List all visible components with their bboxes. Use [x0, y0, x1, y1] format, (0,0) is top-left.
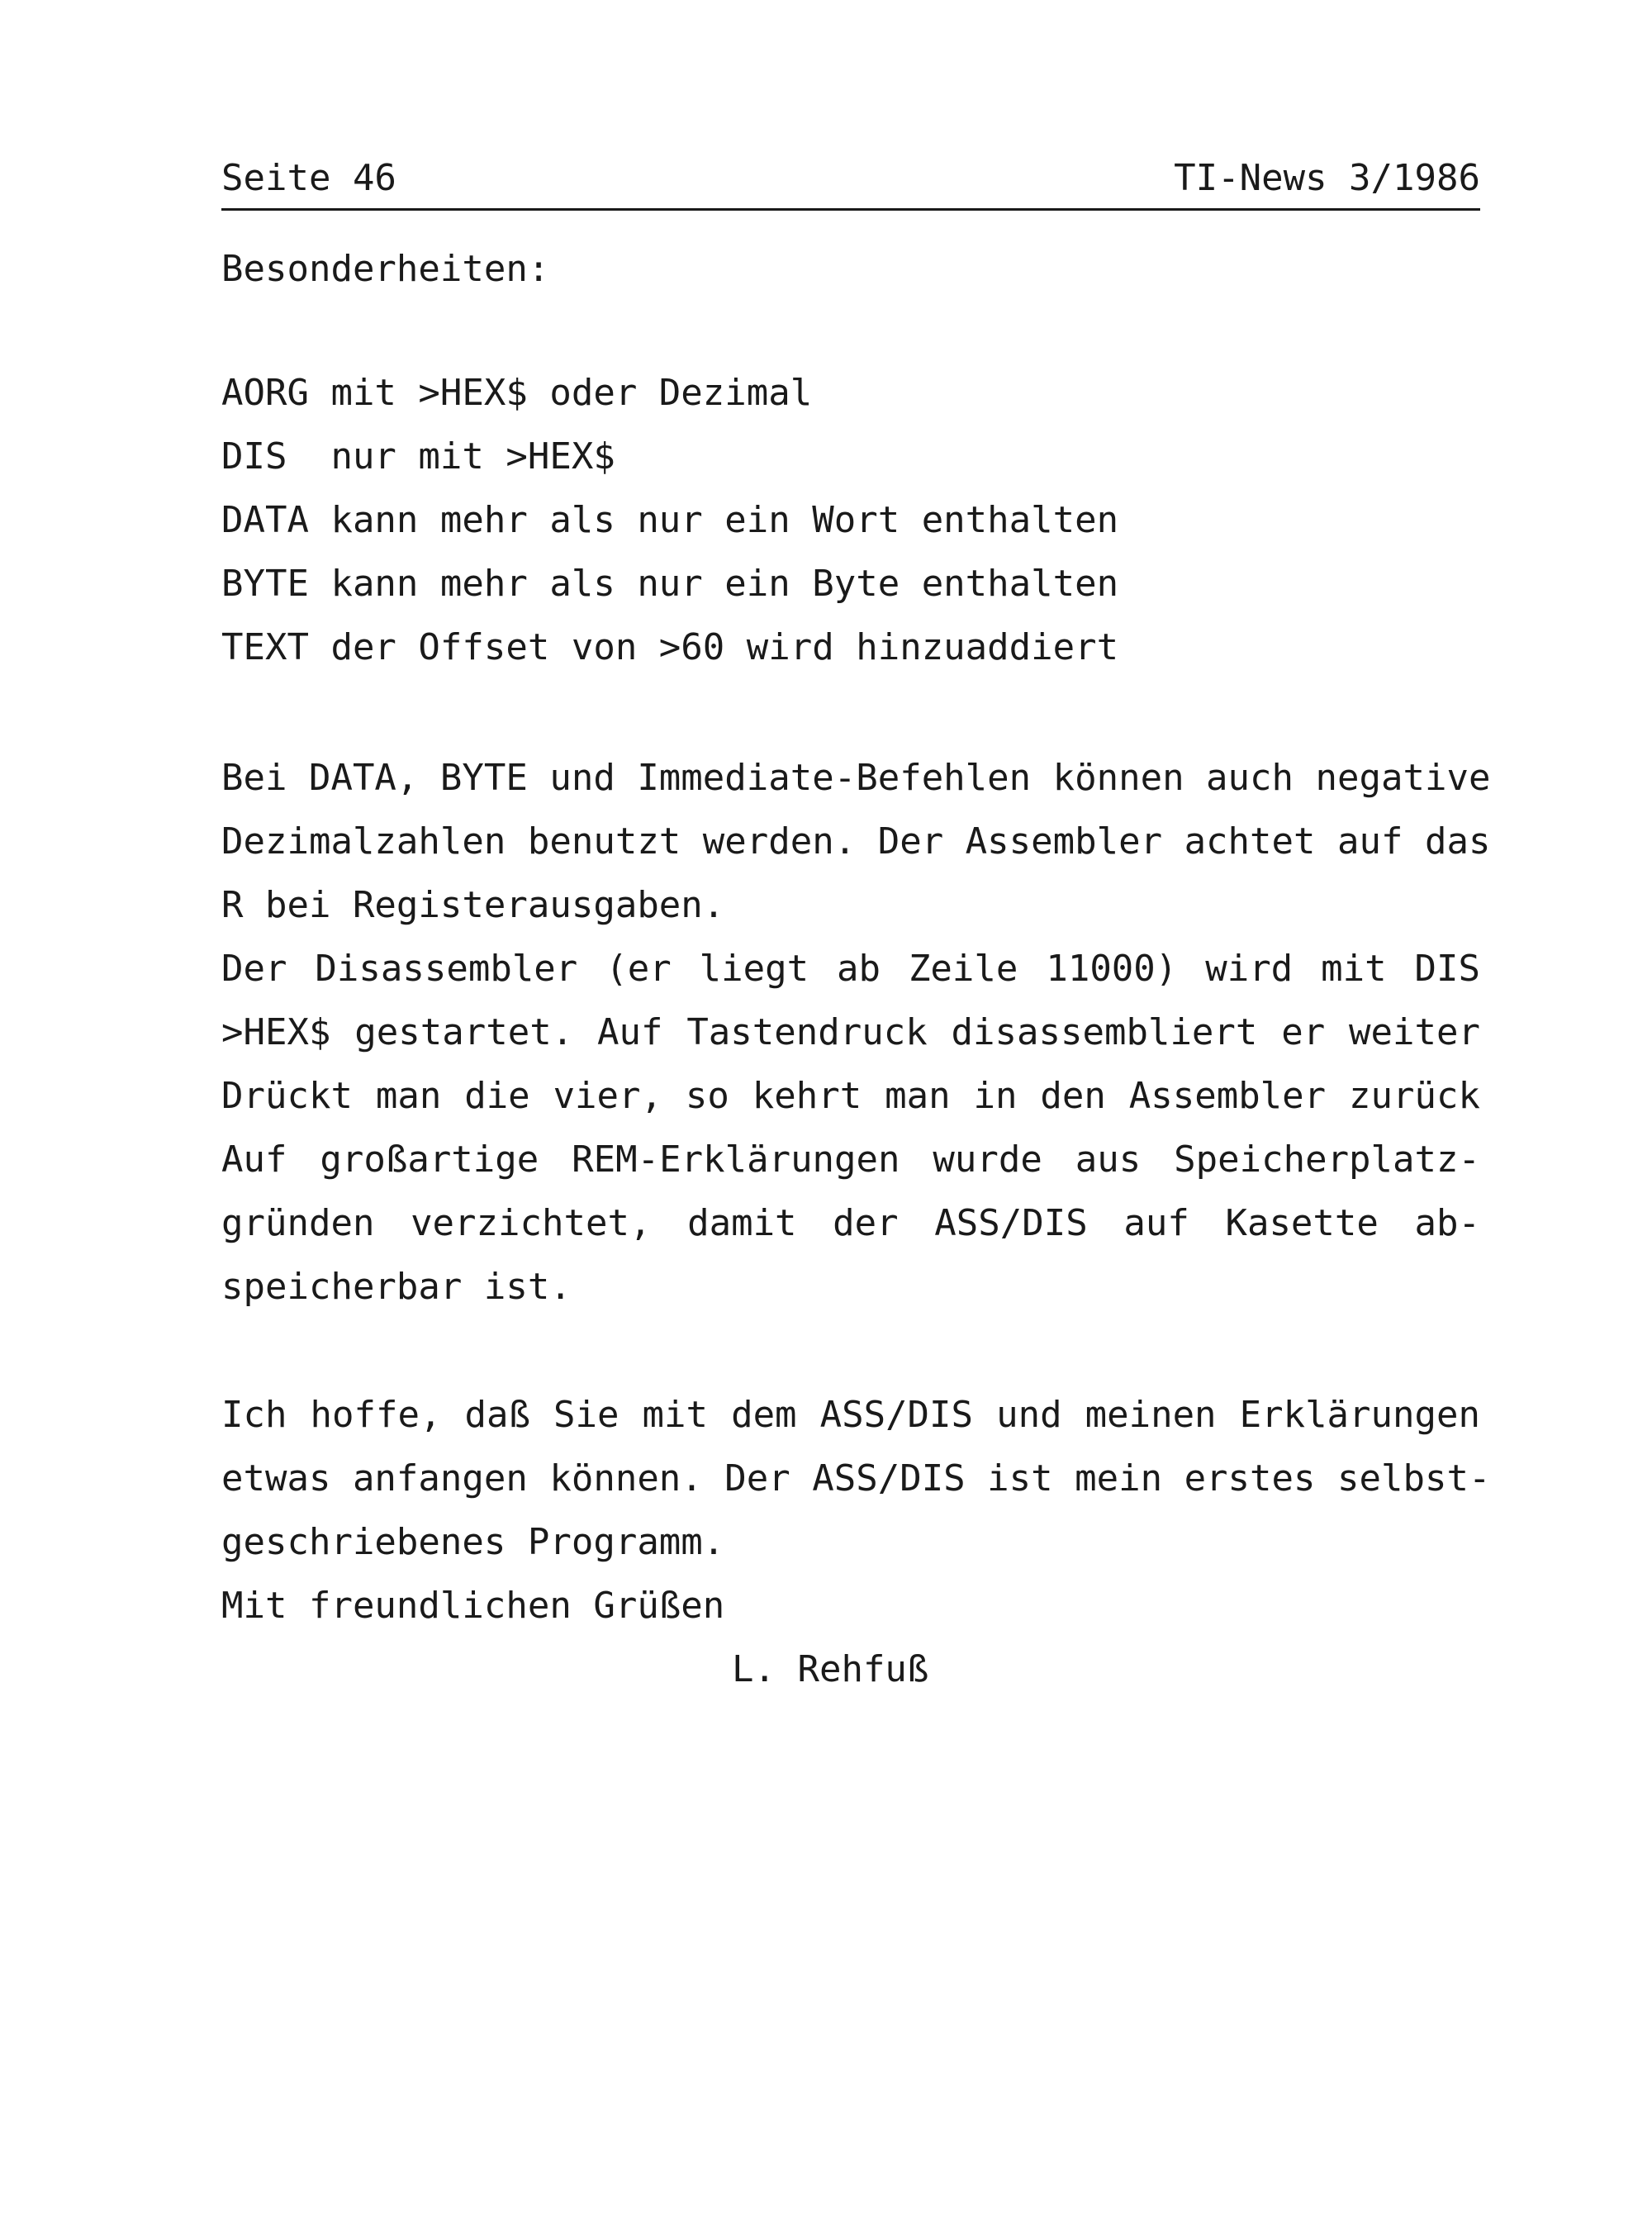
section-heading: Besonderheiten:: [221, 248, 550, 290]
closing-line: Mit freundlichen Grüßen: [221, 1585, 725, 1627]
feature-line: DATA kann mehr als nur ein Wort enthalten: [221, 499, 1119, 541]
feature-line: AORG mit >HEX$ oder Dezimal: [221, 372, 813, 414]
paragraph-line: >HEX$ gestartet. Auf Tastendruck disassembliert er weiter: [221, 1011, 1480, 1053]
feature-line: DIS nur mit >HEX$: [221, 435, 615, 478]
paragraph-line: Dezimalzahlen benutzt werden. Der Assembler achtet auf das: [221, 820, 1491, 863]
page-header: [221, 154, 1480, 211]
feature-line: BYTE kann mehr als nur ein Byte enthalten: [221, 563, 1119, 605]
paragraph-line: Bei DATA, BYTE und Immediate-Befehlen können auch negative: [221, 757, 1491, 799]
paragraph-line: Ich hoffe, daß Sie mit dem ASS/DIS und meinen Erklärungen: [221, 1394, 1480, 1436]
paragraph-line: R bei Registerausgaben.: [221, 884, 725, 926]
page-number: Seite 46: [221, 157, 396, 199]
paragraph-line: etwas anfangen können. Der ASS/DIS ist mein erstes selbst-: [221, 1457, 1491, 1500]
feature-line: TEXT der Offset von >60 wird hinzuaddiert: [221, 626, 1119, 668]
paragraph-line: Der Disassembler (er liegt ab Zeile 11000) wird mit DIS: [221, 948, 1480, 990]
paragraph-line: speicherbar ist.: [221, 1266, 572, 1308]
signature: L. Rehfuß: [732, 1648, 929, 1690]
paragraph-line: Drückt man die vier, so kehrt man in den Assembler zurück: [221, 1075, 1480, 1117]
paragraph-line: geschriebenes Programm.: [221, 1521, 725, 1563]
paragraph-line: gründen verzichtet, damit der ASS/DIS auf Kasette ab-: [221, 1202, 1480, 1244]
paragraph-line: Auf großartige REM-Erklärungen wurde aus Speicherplatz-: [221, 1138, 1480, 1181]
publication-title: TI-News 3/1986: [1174, 157, 1480, 199]
